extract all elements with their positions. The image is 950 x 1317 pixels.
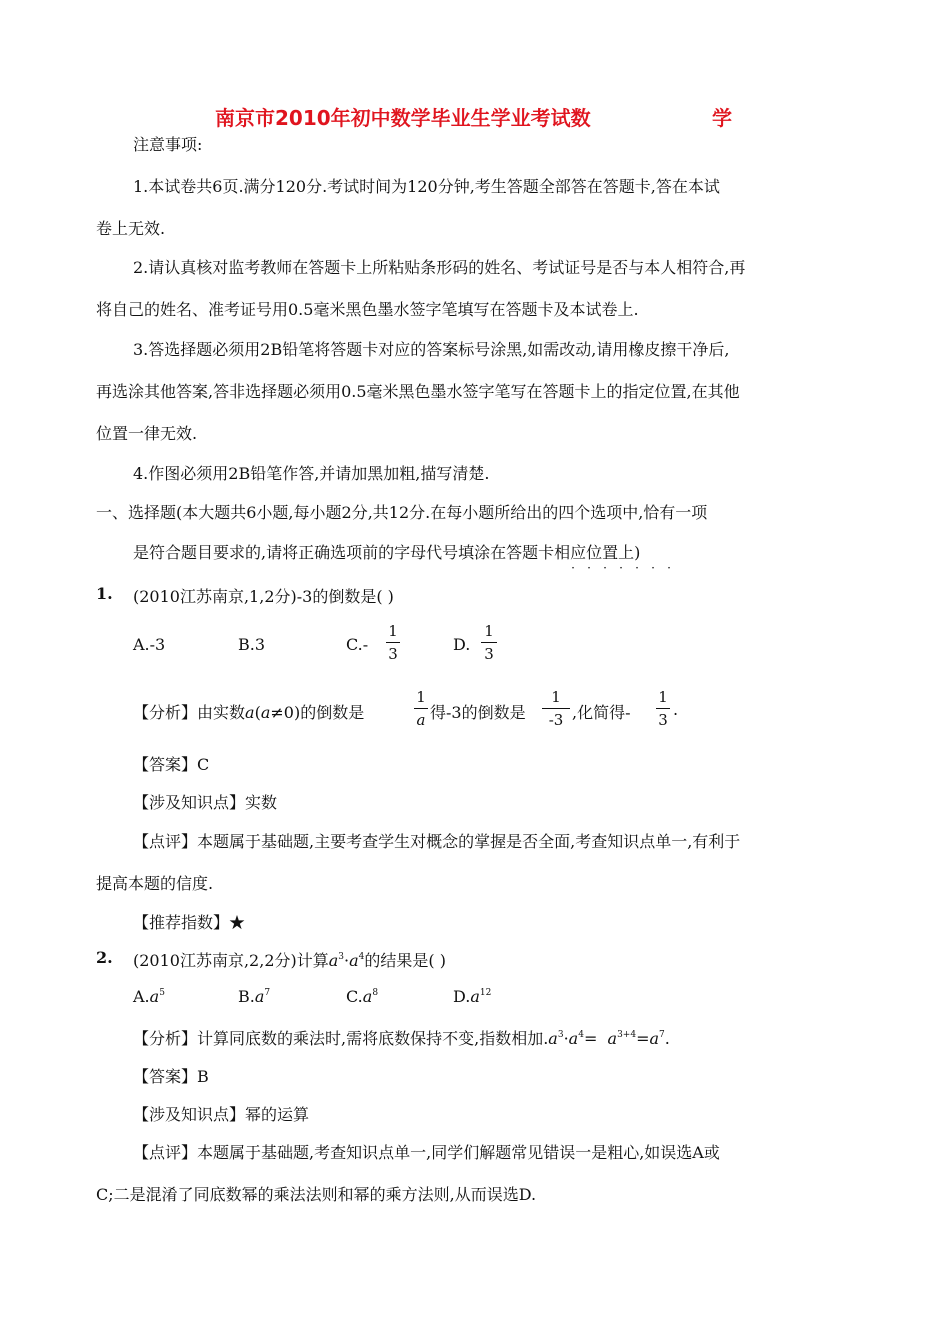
exponent: 7 bbox=[264, 988, 271, 998]
analysis-text: 计算同底数的乘法时,需将底数保持不变,指数相加. bbox=[197, 1029, 549, 1048]
answer-tag: 【答案】 bbox=[133, 755, 198, 774]
option-label: B. bbox=[238, 987, 255, 1006]
base-a: a bbox=[607, 1029, 618, 1048]
base-a: a bbox=[362, 987, 373, 1006]
option-label: C. bbox=[346, 987, 363, 1006]
stem-text: (2010江苏南京,2,2分)计算 bbox=[133, 951, 329, 970]
q2-number: 2. bbox=[96, 948, 113, 967]
note-2-line-1: 2.请认真核对监考教师在答题卡上所粘贴条形码的姓名、考试证号是否与本人相符合,再 bbox=[133, 258, 746, 277]
page-title: 南京市2010年初中数学毕业生学业考试数 bbox=[215, 106, 591, 130]
exponent: 5 bbox=[159, 988, 165, 998]
variable-a: a bbox=[245, 703, 255, 722]
analysis-tag: 【分析】 bbox=[133, 1029, 198, 1048]
fraction-numerator: 1 bbox=[484, 622, 494, 640]
comment-tag: 【点评】 bbox=[133, 832, 198, 851]
note-1-line-2: 卷上无效. bbox=[96, 219, 166, 238]
q1-analysis-fraction-1-over-neg3 bbox=[542, 688, 570, 729]
section-heading-line-1: 一、选择题(本大题共6小题,每小题2分,共12分.在每小题所给出的四个选项中,恰有一项 bbox=[96, 503, 708, 522]
fraction-denominator: 3 bbox=[484, 645, 494, 663]
q2-option-b bbox=[238, 987, 270, 1006]
option-label: A. bbox=[133, 987, 150, 1006]
q1-recommend bbox=[133, 910, 245, 933]
base-a: a bbox=[149, 987, 160, 1006]
q1-option-d-fraction bbox=[481, 622, 497, 663]
base-a: a bbox=[470, 987, 480, 1006]
exponent: 7 bbox=[659, 1030, 665, 1040]
base-a: a bbox=[328, 951, 339, 970]
fraction-denominator: a bbox=[416, 711, 426, 729]
fraction-denominator: 3 bbox=[388, 645, 398, 663]
q2-knowledge bbox=[133, 1102, 309, 1125]
q1-comment-line-1 bbox=[133, 829, 740, 852]
note-3-line-2: 再选涂其他答案,答非选择题必须用0.5毫米黑色墨水签字笔写在答题卡上的指定位置,在其他 bbox=[96, 382, 740, 401]
fraction-numerator: 1 bbox=[658, 688, 668, 706]
q2-option-a bbox=[133, 987, 165, 1006]
analysis-text: ( bbox=[254, 703, 261, 722]
q2-stem bbox=[133, 948, 446, 971]
multiply-dot: · bbox=[563, 1029, 569, 1048]
section-emphasis-text: 答题卡相应位置 bbox=[506, 543, 619, 562]
section-line-2-suffix: 上) bbox=[618, 543, 641, 562]
q2-comment-line-2: C;二是混淆了同底数幂的乘法法则和幂的乘方法则,从而误选D. bbox=[96, 1185, 537, 1204]
option-label: D. bbox=[453, 987, 471, 1006]
answer-value: C bbox=[197, 755, 210, 774]
note-3-line-3: 位置一律无效. bbox=[96, 424, 198, 443]
base-a: a bbox=[254, 987, 265, 1006]
q1-analysis-simplify: ,化简得- bbox=[572, 703, 631, 722]
fraction-denominator: -3 bbox=[548, 711, 564, 729]
q2-analysis bbox=[133, 1026, 670, 1049]
star-icon: ★ bbox=[229, 913, 246, 932]
exponent: 4 bbox=[578, 1030, 584, 1040]
analysis-end: . bbox=[664, 1029, 670, 1048]
equals: = bbox=[583, 1029, 598, 1048]
comment-text: 本题属于基础题,主要考查学生对概念的掌握是否全面,考查知识点单一,有利于 bbox=[197, 832, 741, 851]
recommend-tag: 【推荐指数】 bbox=[133, 913, 230, 932]
note-2-line-2: 将自己的姓名、准考证号用0.5毫米黑色墨水签字笔填写在答题卡及本试卷上. bbox=[96, 300, 639, 319]
fraction-numerator: 1 bbox=[388, 622, 398, 640]
knowledge-value: 幂的运算 bbox=[245, 1105, 310, 1124]
note-1-line-1: 1.本试卷共6页.满分120分.考试时间为120分钟,考生答题全部答在答题卡,答在本试 bbox=[133, 177, 720, 196]
fraction-numerator: 1 bbox=[551, 688, 561, 706]
q1-analysis-fraction-1-over-a bbox=[414, 688, 428, 729]
exponent: 8 bbox=[372, 988, 379, 998]
q1-stem: (2010江苏南京,1,2分)-3的倒数是( ) bbox=[133, 587, 394, 606]
comment-tag: 【点评】 bbox=[133, 1143, 198, 1162]
exponent: 4 bbox=[358, 952, 365, 962]
note-4-line-1: 4.作图必须用2B铅笔作答,并请加黑加粗,描写清楚. bbox=[133, 464, 490, 483]
comment-text: 本题属于基础题,考查知识点单一,同学们解题常见错误一是粗心,如误选A或 bbox=[197, 1143, 720, 1162]
analysis-text: ≠0)的倒数是 bbox=[270, 703, 365, 722]
analysis-tag: 【分析】 bbox=[133, 703, 198, 722]
base-a: a bbox=[548, 1029, 558, 1048]
q1-analysis bbox=[133, 700, 364, 723]
q2-option-d bbox=[453, 987, 491, 1006]
q1-option-d-prefix: D. bbox=[453, 635, 471, 654]
multiply-dot: · bbox=[344, 951, 350, 970]
q2-option-c bbox=[346, 987, 378, 1006]
fraction-denominator: 3 bbox=[658, 711, 668, 729]
q1-option-a: A.-3 bbox=[133, 635, 166, 654]
answer-value: B bbox=[197, 1067, 209, 1086]
q1-knowledge bbox=[133, 790, 277, 813]
fraction-numerator: 1 bbox=[416, 688, 426, 706]
knowledge-tag: 【涉及知识点】 bbox=[133, 1105, 246, 1124]
exponent: 12 bbox=[479, 988, 492, 998]
base-a: a bbox=[349, 951, 359, 970]
variable-a: a bbox=[260, 703, 271, 722]
q1-option-c-fraction bbox=[386, 622, 400, 663]
exponent: 3 bbox=[557, 1030, 564, 1040]
base-a: a bbox=[568, 1029, 579, 1048]
q1-comment-line-2: 提高本题的信度. bbox=[96, 874, 214, 893]
q2-answer bbox=[133, 1064, 209, 1087]
notes-heading: 注意事项: bbox=[133, 135, 203, 154]
q1-analysis-middle: 得-3的倒数是 bbox=[430, 703, 526, 722]
emphasis-dots: · · · · · · · bbox=[571, 561, 671, 575]
q1-option-c-prefix: C.- bbox=[346, 635, 369, 654]
q1-analysis-end: . bbox=[673, 700, 679, 719]
q1-option-b: B.3 bbox=[238, 635, 266, 654]
q1-answer bbox=[133, 752, 209, 775]
q2-comment-line-1 bbox=[133, 1140, 720, 1163]
knowledge-value: 实数 bbox=[245, 793, 278, 812]
base-a: a bbox=[649, 1029, 660, 1048]
knowledge-tag: 【涉及知识点】 bbox=[133, 793, 246, 812]
section-line-2-prefix: 是符合题目要求的,请将正确选项前的字母代号填涂在 bbox=[133, 543, 507, 562]
analysis-text: 由实数 bbox=[197, 703, 246, 722]
page-title-tail: 学 bbox=[712, 106, 732, 130]
note-3-line-1: 3.答选择题必须用2B铅笔将答题卡对应的答案标号涂黑,如需改动,请用橡皮擦干净后, bbox=[133, 340, 730, 359]
stem-text: 的结果是( ) bbox=[364, 951, 446, 970]
q1-number: 1. bbox=[96, 584, 113, 603]
q1-analysis-fraction-1-over-3 bbox=[656, 688, 670, 729]
exponent: 3+4 bbox=[617, 1030, 637, 1040]
answer-tag: 【答案】 bbox=[133, 1067, 198, 1086]
exponent: 3 bbox=[338, 952, 345, 962]
equals: = bbox=[636, 1029, 650, 1048]
